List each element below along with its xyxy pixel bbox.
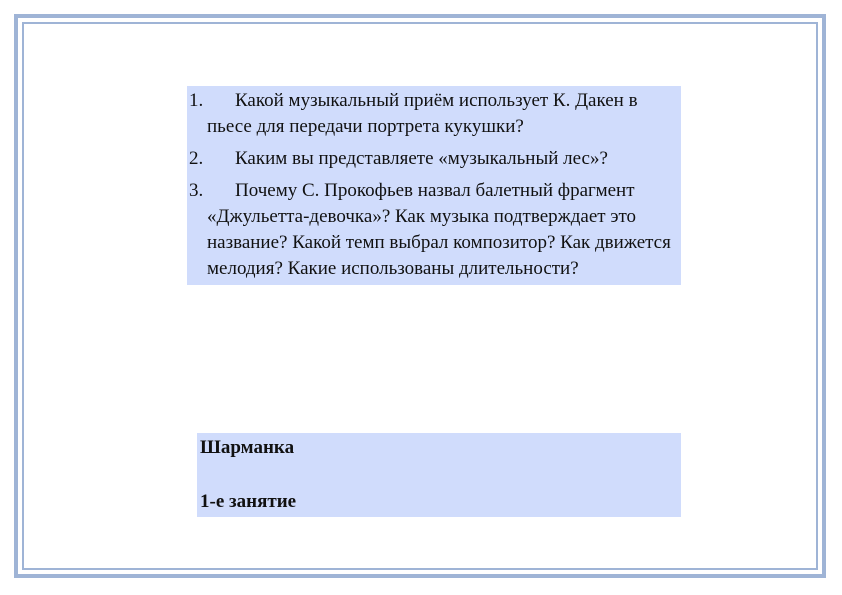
- title-block: [197, 433, 681, 517]
- question-item: [187, 88, 681, 140]
- lesson-label: 1-е занятие: [200, 491, 297, 512]
- piece-title: Шарманка: [200, 437, 295, 458]
- question-number: 2.: [189, 148, 204, 169]
- question-number: 1.: [189, 90, 204, 111]
- question-item: [187, 146, 681, 172]
- questions-list: [187, 86, 681, 285]
- question-text: Каким вы представляете «музыкальный лес»?: [235, 148, 608, 169]
- question-number: 3.: [189, 180, 204, 201]
- question-text: Какой музыкальный приём использует К. Дакен в пьесе для передачи портрета кукушки?: [207, 90, 638, 137]
- question-item: [187, 178, 681, 282]
- question-text: Почему С. Прокофьев назвал балетный фрагмент «Джульетта-девочка»? Как музыка подтверждает это название? Какой темп выбрал композитор? Как движется мелодия? Какие использованы длительности?: [207, 180, 671, 279]
